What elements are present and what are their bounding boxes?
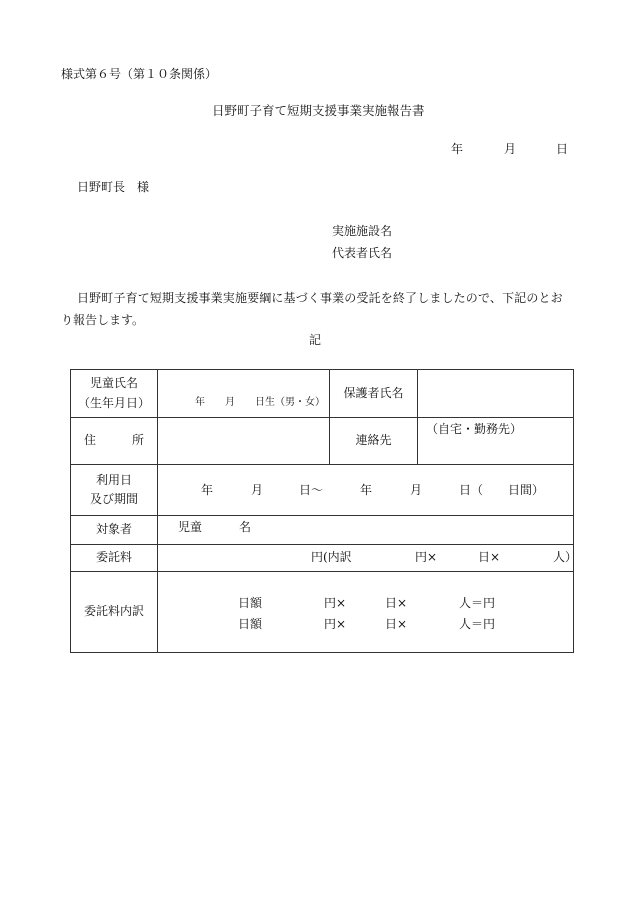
breakdown-daily-1: 日額	[238, 596, 263, 610]
table-row-fee	[71, 545, 574, 572]
child-name-label-cell	[71, 370, 158, 418]
fee-days: 日×	[478, 550, 501, 564]
period-label-cell	[71, 465, 158, 516]
contact-value-cell[interactable]	[418, 418, 574, 465]
address-label: 住 所	[71, 418, 158, 465]
period-year-1: 年	[201, 483, 214, 497]
representative-label: 代表者氏名	[332, 246, 393, 260]
breakdown-days-1: 日×	[385, 596, 408, 610]
table-row-period	[71, 465, 574, 516]
fee-people: 人）	[553, 550, 578, 564]
period-days: 日間）	[508, 483, 545, 497]
period-label-1: 利用日	[95, 472, 132, 487]
birth-month: 月	[225, 397, 235, 408]
fee-label: 委託料	[71, 545, 158, 572]
breakdown-result-2: 人＝円	[459, 617, 496, 631]
report-table	[70, 369, 578, 653]
period-month-2: 月	[410, 483, 423, 497]
period-label-2: 及び期間	[89, 492, 138, 506]
page-title: 日野町子育て短期支援事業実施報告書	[212, 103, 425, 118]
ki-heading: 記	[309, 333, 322, 347]
table-row-breakdown	[71, 572, 574, 653]
target-label: 対象者	[71, 516, 158, 545]
table-row-child	[71, 370, 574, 418]
contact-label: 連絡先	[330, 418, 418, 465]
period-year-2: 年	[360, 483, 373, 497]
addressee: 日野町長 様	[77, 180, 150, 194]
date-year: 年	[451, 142, 464, 156]
period-day-2: 日（	[459, 483, 484, 497]
body-text-line2: り報告します。	[61, 313, 145, 327]
table-row-target	[71, 516, 574, 545]
breakdown-days-2: 日×	[385, 617, 408, 631]
guardian-label: 保護者氏名	[330, 370, 418, 418]
contact-note: （自宅・勤務先）	[426, 422, 523, 436]
fee-yen: 円(内訳	[311, 550, 352, 564]
child-name-value-cell[interactable]	[158, 370, 330, 418]
body-text-line1: 日野町子育て短期支援事業実施要綱に基づく事業の受託を終了しましたので、下記のとお	[77, 291, 563, 305]
period-month-1: 月	[251, 483, 264, 497]
target-value-cell[interactable]	[158, 516, 574, 545]
breakdown-label: 委託料内訳	[71, 572, 158, 653]
breakdown-result-1: 人＝円	[459, 596, 496, 610]
period-value-cell[interactable]	[158, 465, 574, 516]
breakdown-daily-2: 日額	[238, 617, 263, 631]
date-day: 日	[556, 142, 569, 156]
breakdown-yen-2: 円×	[324, 617, 347, 631]
table-row-address	[71, 418, 574, 465]
breakdown-value-cell[interactable]	[158, 572, 574, 653]
child-birth-label: （生年月日）	[77, 395, 150, 410]
guardian-value-cell[interactable]	[418, 370, 574, 418]
period-day-1: 日〜	[299, 483, 324, 497]
birth-year: 年	[195, 397, 205, 408]
facility-label: 実施施設名	[332, 224, 393, 238]
breakdown-yen-1: 円×	[324, 596, 347, 610]
fee-yen-unit: 円×	[415, 550, 438, 564]
address-value-cell[interactable]	[158, 418, 330, 465]
fee-value-cell[interactable]	[158, 545, 578, 572]
form-number: 様式第６号（第１０条関係）	[61, 67, 218, 81]
child-name-label: 児童氏名	[89, 376, 138, 391]
target-child: 児童	[178, 520, 203, 534]
birth-day-sex: 日生（男・女）	[255, 397, 325, 408]
target-count: 名	[239, 520, 252, 534]
date-month: 月	[504, 142, 517, 156]
